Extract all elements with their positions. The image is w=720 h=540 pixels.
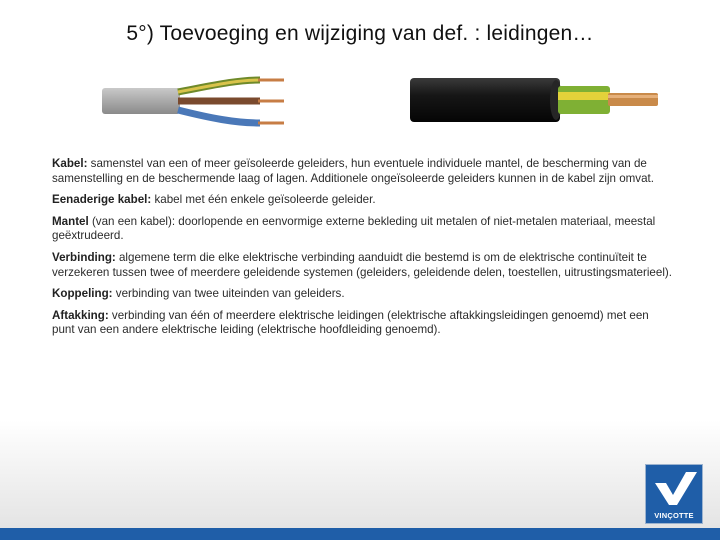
term-label: Aftakking: xyxy=(52,308,109,322)
term-label: Verbinding: xyxy=(52,250,116,264)
definition-koppeling xyxy=(52,287,672,302)
cable-single-conductor-icon xyxy=(408,74,660,126)
definition-text: (van een kabel): doorlopende en eenvormige externe bekleding uit metalen of niet-metalen materiaal, meestal geëxtrudeerd. xyxy=(52,214,656,243)
definition-aftakking xyxy=(52,309,672,338)
definition-text: verbinding van één of meerdere elektrische leidingen (elektrische aftakkingsleidingen genoemd) met een punt van een andere elektrische leiding (elektrische hoofdleiding genoemd). xyxy=(52,308,649,337)
slide-title: 5°) Toevoeging en wijziging van def. : leidingen… xyxy=(126,22,594,45)
definition-text: algemene term die elke elektrische verbinding aanduidt die bestemd is om de elektrische continuïteit te verzekeren tussen twee of meerdere geleidende systemen (geleiders, geleidende delen, toestellen, uitrustingsmaterieel). xyxy=(52,250,672,279)
definition-text: kabel met één enkele geïsoleerde geleider. xyxy=(151,193,376,207)
term-label: Kabel: xyxy=(52,157,88,170)
vincotte-logo xyxy=(645,464,703,524)
definition-eenaderige-kabel xyxy=(52,193,672,208)
cable-three-conductors-icon xyxy=(100,68,290,136)
footer-bar xyxy=(0,528,720,540)
logo-text: VINÇOTTE xyxy=(654,511,694,520)
term-label: Koppeling: xyxy=(52,287,113,301)
definition-kabel xyxy=(52,157,672,186)
definition-text: verbinding van twee uiteinden van geleiders. xyxy=(112,287,345,301)
checkmark-icon xyxy=(646,465,702,509)
definition-text: samenstel van een of meer geïsoleerde geleiders, hun eventuele individuele mantel, de bescherming van de samenstelling en de beschermende laag of lagen. Additionele ongeïsoleerde geleiders kunnen in de kabel zijn omvat. xyxy=(52,157,654,185)
term-label: Eenaderige kabel: xyxy=(52,193,152,207)
definitions-list xyxy=(52,157,672,345)
background-gradient xyxy=(0,420,720,528)
definition-mantel xyxy=(52,215,672,244)
term-label: Mantel xyxy=(52,214,89,228)
definition-verbinding xyxy=(52,251,672,280)
